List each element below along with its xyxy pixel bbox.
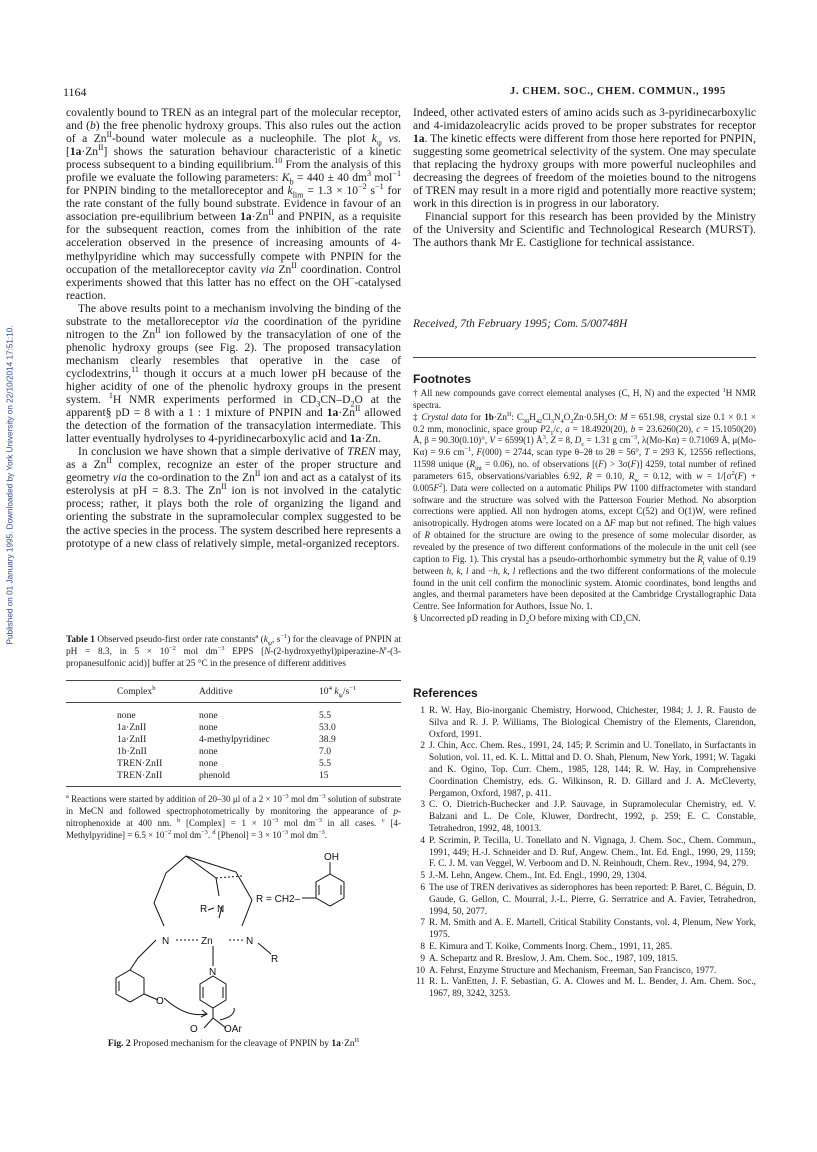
reference-text: J.-M. Lehn, Angew. Chem., Int. Ed. Engl., 1990, 29, 1304.	[429, 871, 647, 882]
rate-table	[66, 686, 401, 698]
cell-additive: 4-methylpyridinec	[199, 734, 270, 745]
reference-number: 10	[415, 965, 425, 976]
col-additive: Additive	[199, 686, 233, 697]
label-zn: Zn	[201, 936, 213, 947]
reference-number: 8	[420, 941, 425, 952]
reference-item	[413, 800, 756, 835]
cell-complex: 1b·ZnII	[117, 746, 147, 757]
references-list	[413, 706, 756, 1001]
cage-arm-top	[186, 856, 219, 896]
label-n-left: N	[162, 936, 170, 947]
reference-number: 7	[420, 918, 425, 929]
label-o: O	[156, 996, 164, 1007]
reference-number: 6	[420, 882, 425, 893]
reference-number: 2	[420, 741, 425, 752]
reference-text: The use of TREN derivatives as siderophores has been reported: P. Baret, C. Béguin, D. Gaude, G. Gellon, C. Mourral, J.-L. Pierre, G. Serratrice and A. Favier, Tetrahedron, 1994, 50, 2077.	[429, 882, 756, 917]
paragraph-2: The above results point to a mechanism involving the binding of the substrate to the metalloreceptor via the coordination of the pyridine nitrogen to the $Zn^{II}$ ion followed by the transacylation of one of the phenolic hydroxy groups (see Fig. 2). The proposed transacylation mechanism clearly resembles that operative in the case of cyclodextrins,$^{11}$ though it occurs at a much lower pH because of the higher acidity of one of the phenolic hydroxy groups in the present system. $^1$H NMR experiments performed in $CD_3CN-D_2O$ at the apparent§ pD = 8 with a 1 : 1 mixture of PNPIN and $1a\cdot Zn^{II}$ allowed the detection of the formation of the transacylation intermediate. This latter eventually hydrolyses to 4-pyridinecarboxylic acid and 1a·Zn.	[66, 302, 401, 446]
pyridine-double	[203, 987, 223, 998]
reference-number: 9	[420, 953, 425, 964]
reference-text: R. L. VanEtten, J. F. Sebastian, G. A. Clowes and M. L. Bender, J. Am. Chem. Soc., 1967, 89, 3242, 3253.	[429, 977, 756, 1000]
reference-item	[413, 741, 756, 800]
phenol-ring-right	[316, 874, 344, 906]
cell-complex: 1a·ZnII	[117, 734, 147, 745]
journal-title: J. CHEM. SOC., CHEM. COMMUN., 1995	[510, 86, 726, 97]
paragraph-4: Indeed, other activated esters of amino acids such as 3-pyridinecarboxylic and 4-imidazoleacrylic acids proved to be proper substrates for receptor 1a. The kinetic effects were different from those here reported for PNPIN, suggesting some geometrical selectivity of the system. One may speculate that replacing the hydroxy groups with more powerful nucleophiles and decreasing the degrees of freedom of the moieties bound to the nitrogens of TREN may result in a more rigid and potentially more reactive system; work in this direction is in progress in our laboratory.	[413, 107, 756, 211]
cell-rate: 38.9	[319, 734, 336, 745]
arrow-oar	[220, 1008, 234, 1020]
label-o-carbonyl: O	[190, 1024, 198, 1033]
section-rule	[413, 357, 756, 358]
table-header-rule	[66, 702, 401, 703]
cell-additive: phenold	[199, 770, 230, 781]
footnote-crystal: ‡ Crystal data for $1b\cdot Zn^{II}$: $C_{30}H_{42}Cl_3N_4O_2Zn\cdot 0.5H_2O$: M = 651.98, crystal size 0.1 × 0.1 × 0.2 mm, monoclinic, space group $P2_1/c$, a = 18.4920(20), b = 23.6260(20), c = 15.1050(20) Å, β = 90.30(0.10)°, V = 6599(1) $Å^3$, Z = 8, $D_c = 1.31$ g $cm^{-3}$, λ(Mo-Kα) = 0.71069 Å, μ(Mo-Kα) = 9.6 $cm^{-1}$, F(000) = 2744, scan type θ–2θ to 2θ = 56°, T = 293 K, 12556 reflections, 11598 unique $(R_{int} = 0.06)$, no. of observations [(F) > 3σ(F)] 4259, total number of refined parameters 615, observations/variables 6.92, R = 0.10, $R_w = 0.12$, with $w = 1/[\sigma^2(F) + 0.005F^2]$. Data were collected on a automatic Philips PW 1100 diffractometer with standard software and the structure was solved with the Patterson Fourier Method. No absorption corrections were applied. All non hydrogen atoms, except C(52) and O(1)W, were refined anisotropically. Hydrogen atoms were located on a ΔF map but not refined. The high values of R obtained for the structure are owing to the presence of some molecular disorder, as revealed by the presence of two different conformations of the molecule in the unit cell (see caption to Fig. 1). This crystal has a pseudo-orthorhombic symmetry but the $R_i$ value of 0.19 between h, k, l and −h, k, l reflections and the two different conformations of the molecule found in the unit cell confirm the monoclinic system. Atomic coordinates, bond lengths and angles, and thermal parameters have been deposited at the Cambridge Crystallographic Data Centre. See Information for Authors, Issue No. 1.	[413, 410, 757, 612]
cell-rate: 15	[319, 770, 329, 781]
reference-item	[413, 977, 756, 1001]
received-line: Received, 7th February 1995; Com. 5/00748H	[413, 318, 628, 330]
label-n-py: N	[209, 967, 217, 978]
cell-additive: none	[199, 746, 218, 757]
cage-arm-right	[186, 856, 252, 926]
reference-number: 4	[420, 835, 425, 846]
paragraph-3: In conclusion we have shown that a simple derivative of TREN may, as a $Zn^{II}$ complex, recognize an ester of the proper structure and geometry via the co-ordination to the $Zn^{II}$ ion and act as a catalyst of its esterolysis at pH = 8.3. The $Zn^{II}$ ion is not involved in the catalytic process; rather, it plays both the role of organizing the ligand and orienting the substrate in the supramolecular complex suggested to be the active species in the process. The system described here represents a prototype of a new class of relatively simple, metal-organized receptors.	[66, 446, 401, 550]
cell-additive: none	[199, 758, 218, 769]
label-oar: OAr	[224, 1024, 242, 1033]
phenol-ring-left	[116, 970, 144, 1002]
table-caption: Table 1 Observed pseudo-first order rate constants$^a$ ($k_\psi$, $s^{-1}$) for the cleavage of PNPIN at pH = 8.3, in $5 \times 10^{-2}$ mol $dm^{-3}$ EPPS [N-(2-hydroxyethyl)piperazine-N′-(3-propanesulfonic acid)] buffer at 25 °C in the presence of different additives	[66, 632, 402, 669]
reference-text: E. Kimura and T. Koike, Comments Inorg. Chem., 1991, 11, 285.	[429, 941, 673, 952]
mechanism-figure	[66, 848, 401, 1033]
download-notice: Published on 01 January 1995. Downloaded by York University on 22/10/2014 17:51:10.	[5, 325, 15, 645]
table-row	[66, 758, 401, 770]
reference-text: J. Chin, Acc. Chem. Res., 1991, 24, 145; P. Scrimin and U. Tonellato, in Surfactants in Solution, vol. 11, ed. K. L. Mittal and D. O. Shah, Plenum, New York, 1991; W. Tagaki and K. Ogino, Top. Curr. Chem., 1985, 128, 144; R. W. Hay, in Comprehensive Coordination Chemistry, eds. G. Wilkinson, R. D. Gillard and J. A. McCleverty, Pergamon, Oxford, 1987, p. 411.	[429, 741, 756, 799]
arrowhead-attack	[201, 1010, 207, 1017]
table-row	[66, 710, 401, 722]
footnotes	[413, 388, 756, 625]
table-row	[66, 722, 401, 734]
reference-number: 5	[420, 871, 425, 882]
paragraph-1: covalently bound to TREN as an integral part of the molecular receptor, and (b) the free phenolic hydroxy groups. This also rules out the action of a $Zn^{II}$-bound water molecule as a nucleophile. The plot $k_\psi$ vs. $[1a\cdot Zn^{II}]$ shows the saturation behaviour characteristic of a kinetic process subsequent to a binding equilibrium.$^{10}$ From the analysis of this profile we evaluate the following parameters: $K_b = 440 \pm 40$ $dm^3$ mol$^{-1}$ for PNPIN binding to the metalloreceptor and $k_{lim} = 1.3 \times 10^{-2}$ $s^{-1}$ for the rate constant of the fully bound substrate. Evidence in favour of an association pre-equilibrium between $1a\cdot Zn^{II}$ and PNPIN, as a requisite for the subsequent reaction, comes from the inhibition of the rate acceleration observed in the presence of increasing amounts of 4-methylpyridine which may successfully compete with PNPIN for the occupation of the metalloreceptor cavity via $Zn^{II}$ coordination. Control experiments showed that this latter has no effect on the OH−-catalysed reaction.	[66, 107, 402, 302]
reference-item	[413, 942, 756, 954]
label-n-top: N	[217, 904, 225, 915]
footnotes-heading: Footnotes	[413, 372, 471, 386]
table-row	[66, 746, 401, 758]
paragraph-5: Financial support for this research has been provided by the Ministry of the University and Scientific and Technological Research (MURST). The authors thank Mr E. Castiglione for technical assistance.	[413, 211, 756, 250]
reference-item	[413, 836, 756, 871]
reference-text: A. Schepartz and R. Breslow, J. Am. Chem. Soc., 1987, 109, 1815.	[429, 953, 678, 964]
reference-text: R. M. Smith and A. E. Martell, Critical Stability Constants, vol. 4, Plenum, New York, 1975.	[429, 918, 756, 941]
cell-complex: 1a·ZnII	[117, 722, 147, 733]
table-header-row	[66, 686, 401, 698]
label-r-top: R	[200, 904, 208, 915]
cell-complex: none	[117, 710, 136, 721]
cell-rate: 53.0	[319, 722, 336, 733]
table-body	[66, 710, 401, 782]
reference-item	[413, 954, 756, 966]
reference-text: A. Fehrst, Enzyme Structure and Mechanism, Freeman, San Francisco, 1977.	[429, 965, 717, 976]
reference-number: 1	[420, 706, 425, 716]
reference-item	[413, 918, 756, 942]
label-r-right: R	[271, 954, 279, 965]
pyridine-ring	[200, 976, 226, 1008]
label-r-definition: R = CH2–	[256, 894, 301, 905]
col-complex: Complex$^b$	[117, 684, 156, 697]
table-row	[66, 734, 401, 746]
footnote-section: § Uncorrected pD reading in $D_2O$ before mixing with $CD_3CN$.	[413, 613, 641, 626]
reference-item	[413, 883, 756, 918]
reference-item	[413, 871, 756, 883]
cell-additive: none	[199, 710, 218, 721]
reference-text: P. Scrimin, P. Tecilla, U. Tonellato and N. Vignaga, J. Chem. Soc., Chem. Commun., 1991, 449; H.-J. Schneider and D. Ruf, Angew. Chem., Int. Ed. Engl., 1990, 29, 1159; F. C. J. M. van Veggel, W. Verboom and D. N. Reinhoudt, Chem. Rev., 1994, 94, 279.	[429, 835, 756, 870]
cell-additive: none	[199, 722, 218, 733]
n-r-bond	[258, 943, 271, 954]
right-column	[413, 107, 756, 251]
page-number: 1164	[63, 85, 87, 99]
table-top-rule	[66, 680, 401, 681]
table-row	[66, 770, 401, 782]
footnote-dagger: † All new compounds gave correct elemental analyses (C, H, N) and the expected $^1$H NMR spectra.	[413, 386, 756, 410]
cage-arm-left	[154, 856, 186, 926]
col-rate: $10^4$ $k_\psi/s^{-1}$	[319, 684, 357, 699]
phenol-right-double	[319, 885, 341, 895]
attack-arrow	[164, 998, 206, 1015]
references-heading: References	[413, 686, 478, 700]
cell-rate: 7.0	[319, 746, 331, 757]
table-footnote: $^a$ Reactions were started by addition of 20–30 μl of a $2 \times 10^{-3}$ mol $dm^{-3}$ solution of substrate in MeCN and followed spectrophotometrically by monitoring the appearance of p-nitrophenoxide at 400 nm. $^b$ [Complex] = $1 \times 10^{-3}$ mol $dm^{-3}$ in all cases. $^c$ [4-Methylpyridine] = $6.5 \times 10^{-2}$ mol $dm^{-3}$. $^d$ [Phenol] = $3 \times 10^{-3}$ mol $dm^{-3}$.	[66, 793, 401, 840]
reference-item	[413, 706, 756, 741]
figure-caption: Fig. 2 Proposed mechanism for the cleavage of PNPIN by $1a\cdot Zn^{II}$	[107, 1036, 360, 1049]
left-column	[66, 107, 401, 551]
r-bond-top	[208, 908, 214, 910]
reference-item	[413, 966, 756, 978]
label-oh: OH	[324, 852, 339, 863]
benzyl-chain	[130, 940, 156, 970]
reference-text: R. W. Hay, Bio-inorganic Chemistry, Horwood, Chichester, 1984; J. J. R. Fausto de Silva and R. J. P. Williams, The Biological Chemistry of the Elements, Clarendon, Oxford, 1991.	[429, 706, 756, 740]
cell-rate: 5.5	[319, 710, 331, 721]
reference-text: C. O. Dietrich-Buchecker and J.P. Sauvage, in Supramolecular Chemistry, ed. V. Balzani and L. De Cole, Kluwer, Dordrecht, 1992, p. 259; E. C. Constable, Tetrahedron, 1992, 48, 10013.	[429, 800, 756, 834]
label-n-right: N	[246, 936, 254, 947]
reference-number: 3	[420, 800, 425, 811]
cell-complex: TREN·ZnII	[117, 758, 163, 769]
table-bottom-rule	[66, 786, 401, 787]
cell-rate: 5.5	[319, 758, 331, 769]
cell-complex: TREN·ZnII	[117, 770, 163, 781]
reference-number: 11	[416, 977, 425, 988]
